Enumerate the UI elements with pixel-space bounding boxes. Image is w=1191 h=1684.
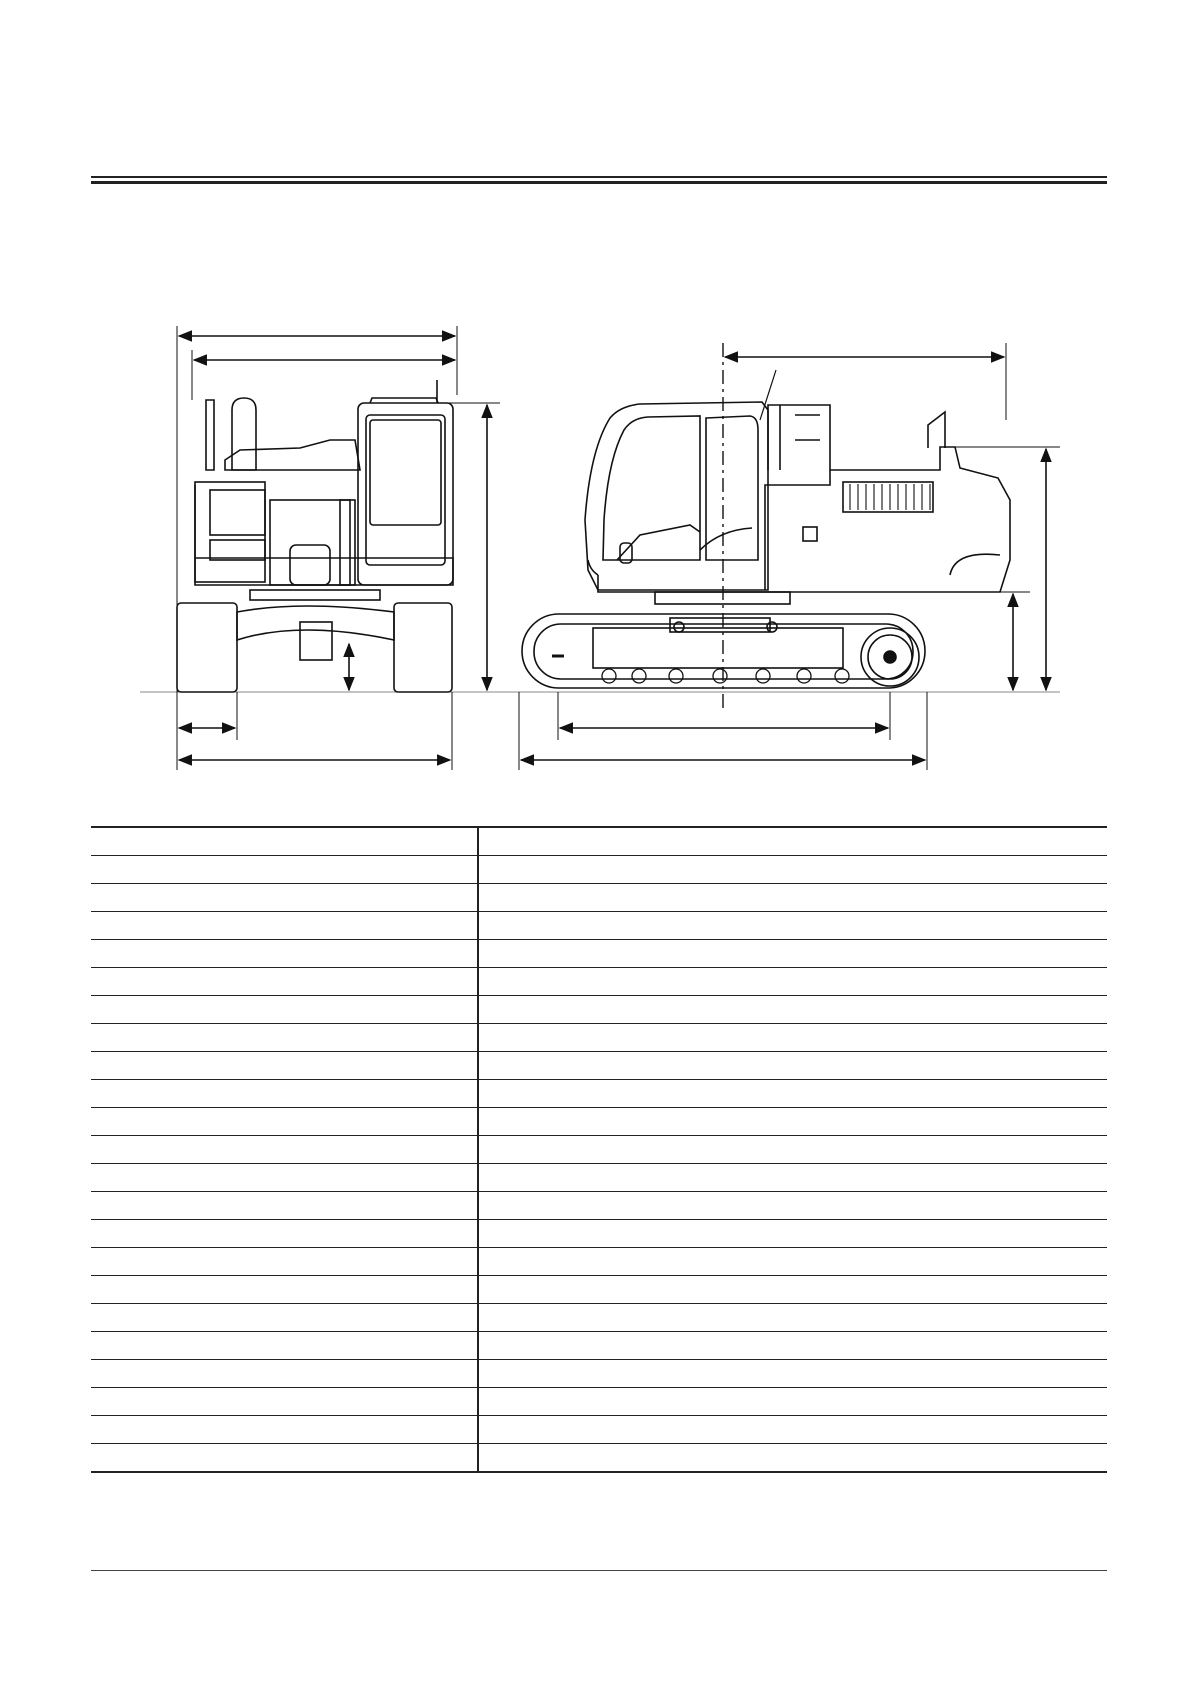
table-row (91, 1080, 1107, 1108)
table-row (91, 1052, 1107, 1080)
spec-table (91, 826, 1107, 1473)
table-cell-label (91, 996, 478, 1024)
table-cell-label (91, 968, 478, 996)
table-row (91, 996, 1107, 1024)
table-cell-value (478, 996, 1107, 1024)
table-cell-value (478, 912, 1107, 940)
table-cell-label (91, 1220, 478, 1248)
table-cell-label (91, 1304, 478, 1332)
table-row (91, 1444, 1107, 1473)
table-row (91, 1360, 1107, 1388)
table-row (91, 827, 1107, 856)
table-cell-value (478, 1024, 1107, 1052)
table-row (91, 1248, 1107, 1276)
side-view (519, 343, 1060, 770)
table-cell-label (91, 1164, 478, 1192)
table-cell-label (91, 1360, 478, 1388)
table-row (91, 1304, 1107, 1332)
table-cell-label (91, 1276, 478, 1304)
table-cell-label (91, 1444, 478, 1473)
table-row (91, 1108, 1107, 1136)
table-cell-label (91, 1108, 478, 1136)
table-row (91, 1024, 1107, 1052)
table-cell-value (478, 1388, 1107, 1416)
table-cell-label (91, 856, 478, 884)
table-row (91, 1136, 1107, 1164)
table-row (91, 968, 1107, 996)
table-row (91, 912, 1107, 940)
table-row (91, 1192, 1107, 1220)
excavator-dimension-drawing (0, 0, 1191, 800)
table-cell-value (478, 1164, 1107, 1192)
table-row (91, 940, 1107, 968)
table-cell-label (91, 940, 478, 968)
rear-view (177, 326, 500, 770)
table-cell-label (91, 1136, 478, 1164)
table-cell-label (91, 1192, 478, 1220)
table-cell-value (478, 827, 1107, 856)
footer-rule (91, 1570, 1107, 1571)
table-cell-value (478, 940, 1107, 968)
table-cell-label (91, 912, 478, 940)
table-cell-value (478, 1444, 1107, 1473)
table-row (91, 856, 1107, 884)
table-cell-value (478, 1360, 1107, 1388)
table-cell-value (478, 1276, 1107, 1304)
operator-cab (585, 402, 768, 590)
table-cell-value (478, 1052, 1107, 1080)
table-cell-label (91, 1052, 478, 1080)
table-cell-label (91, 1416, 478, 1444)
table-cell-label (91, 1080, 478, 1108)
table-cell-value (478, 884, 1107, 912)
table-cell-label (91, 884, 478, 912)
table-cell-value (478, 1304, 1107, 1332)
table-row (91, 1164, 1107, 1192)
table-cell-value (478, 1220, 1107, 1248)
table-cell-value (478, 1332, 1107, 1360)
table-cell-value (478, 1192, 1107, 1220)
table-row (91, 1416, 1107, 1444)
table-row (91, 1332, 1107, 1360)
table-row (91, 1388, 1107, 1416)
table-cell-value (478, 968, 1107, 996)
table-cell-label (91, 1332, 478, 1360)
table-cell-value (478, 1248, 1107, 1276)
table-row (91, 1220, 1107, 1248)
table-cell-value (478, 1136, 1107, 1164)
table-cell-label (91, 827, 478, 856)
table-cell-label (91, 1248, 478, 1276)
table-cell-value (478, 1108, 1107, 1136)
table-cell-value (478, 1080, 1107, 1108)
table-row (91, 1276, 1107, 1304)
table-cell-label (91, 1388, 478, 1416)
table-cell-value (478, 856, 1107, 884)
table-cell-value (478, 1416, 1107, 1444)
table-cell-label (91, 1024, 478, 1052)
table-row (91, 884, 1107, 912)
